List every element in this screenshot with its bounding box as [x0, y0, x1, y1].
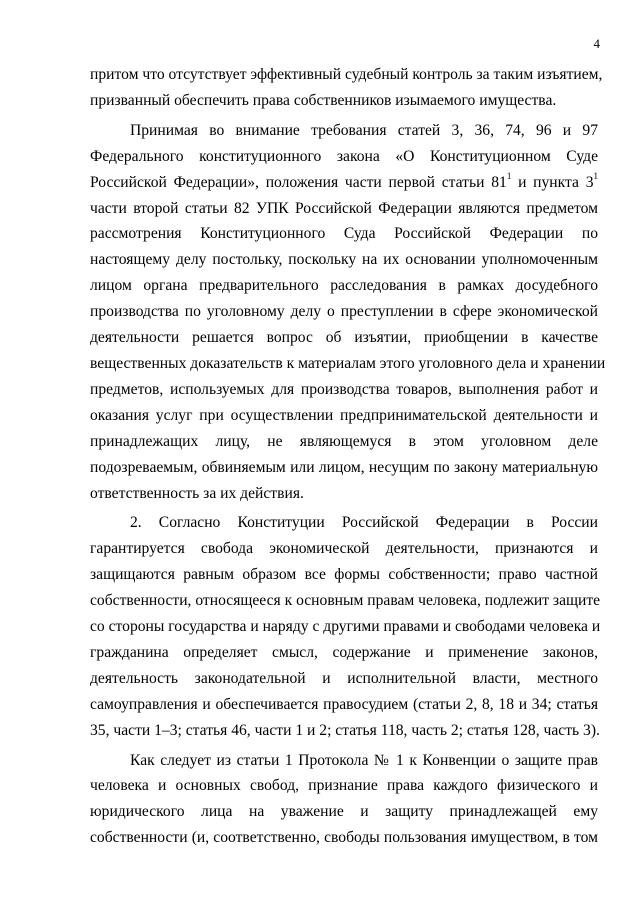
text-segment: и пункта 3 — [511, 173, 594, 191]
text-line: Федерального конституционного закона «О Конституционном Суде — [90, 147, 598, 165]
paragraph-protocol — [90, 748, 598, 852]
text-line: настоящему делу постольку, поскольку на их основании уполномоченным — [90, 251, 598, 269]
text-line: деятельности решается вопрос об изъятии, приобщении в качестве — [90, 329, 598, 347]
text-line: 2. Согласно Конституции Российской Федерации в России — [130, 514, 598, 532]
text-line: со стороны государства и наряду с другими правами и свободами человека и — [90, 618, 601, 636]
superscript-mark: 1 — [593, 171, 598, 182]
text-line: оказания услуг при осуществлении предпринимательской деятельности и — [90, 406, 598, 424]
text-line: призванный обеспечить права собственников изымаемого имущества. — [90, 91, 557, 109]
text-line: принадлежащих лицу, не являющемуся в этом уголовном деле — [90, 432, 598, 450]
text-line: Принимая во внимание требования статей 3, 36, 74, 96 и 97 — [130, 121, 598, 139]
text-line: подозреваемым, обвиняемым или лицом, несущим по закону материальную — [90, 458, 598, 476]
paragraph-subject-of-review — [90, 118, 606, 507]
text-line: 35, части 1–3; статья 46, части 1 и 2; статья 118, часть 2; статья 128, часть 3). — [90, 721, 600, 739]
text-line: деятельность законодательной и исполнительной власти, местного — [90, 669, 598, 687]
text-segment: Российской Федерации», положения части первой статьи 81 — [90, 173, 507, 191]
paragraph-continuation — [90, 62, 603, 114]
document-body — [90, 62, 606, 851]
superscript-mark: 1 — [506, 171, 512, 182]
text-line: самоуправления и обеспечивается правосудием (статьи 2, 8, 18 и 34; статья — [90, 695, 598, 713]
page-number: 4 — [593, 36, 600, 51]
text-line: предметов, используемых для производства товаров, выполнения работ и — [90, 380, 598, 398]
text-line: вещественных доказательств к материалам этого уголовного дела и хранении — [90, 354, 606, 372]
text-line: притом что отсутствует эффективный судебный контроль за таким изъятием, — [90, 66, 603, 83]
text-line: рассмотрения Конституционного Суда Российской Федерации по — [90, 225, 598, 243]
text-line: юридического лица на уважение и защиту принадлежащей ему — [90, 803, 598, 821]
text-line: лицом органа предварительного расследования в рамках досудебного — [90, 277, 598, 295]
text-line: собственности, относящееся к основным правам человека, подлежит защите — [90, 592, 601, 610]
paragraph-constitution — [90, 510, 601, 743]
text-line: собственности (и, соответственно, свободы пользования имуществом, в том — [90, 829, 598, 847]
text-line: защищаются равным образом все формы собственности; право частной — [90, 566, 598, 584]
text-line: гарантируется свобода экономической деятельности, признаются и — [90, 540, 598, 558]
text-line: Как следует из статьи 1 Протокола № 1 к Конвенции о защите прав — [130, 751, 598, 769]
text-line: производства по уголовному делу о преступлении в сфере экономической — [90, 303, 598, 321]
text-line: гражданина определяет смысл, содержание и применение законов, — [90, 643, 598, 661]
text-line: части второй статьи 82 УПК Российской Федерации являются предметом — [90, 199, 598, 217]
text-line-with-footnote-refs — [90, 170, 598, 196]
text-line: ответственность за их действия. — [90, 484, 304, 502]
text-line: человека и основных свобод, признание права каждого физического и — [90, 777, 598, 795]
